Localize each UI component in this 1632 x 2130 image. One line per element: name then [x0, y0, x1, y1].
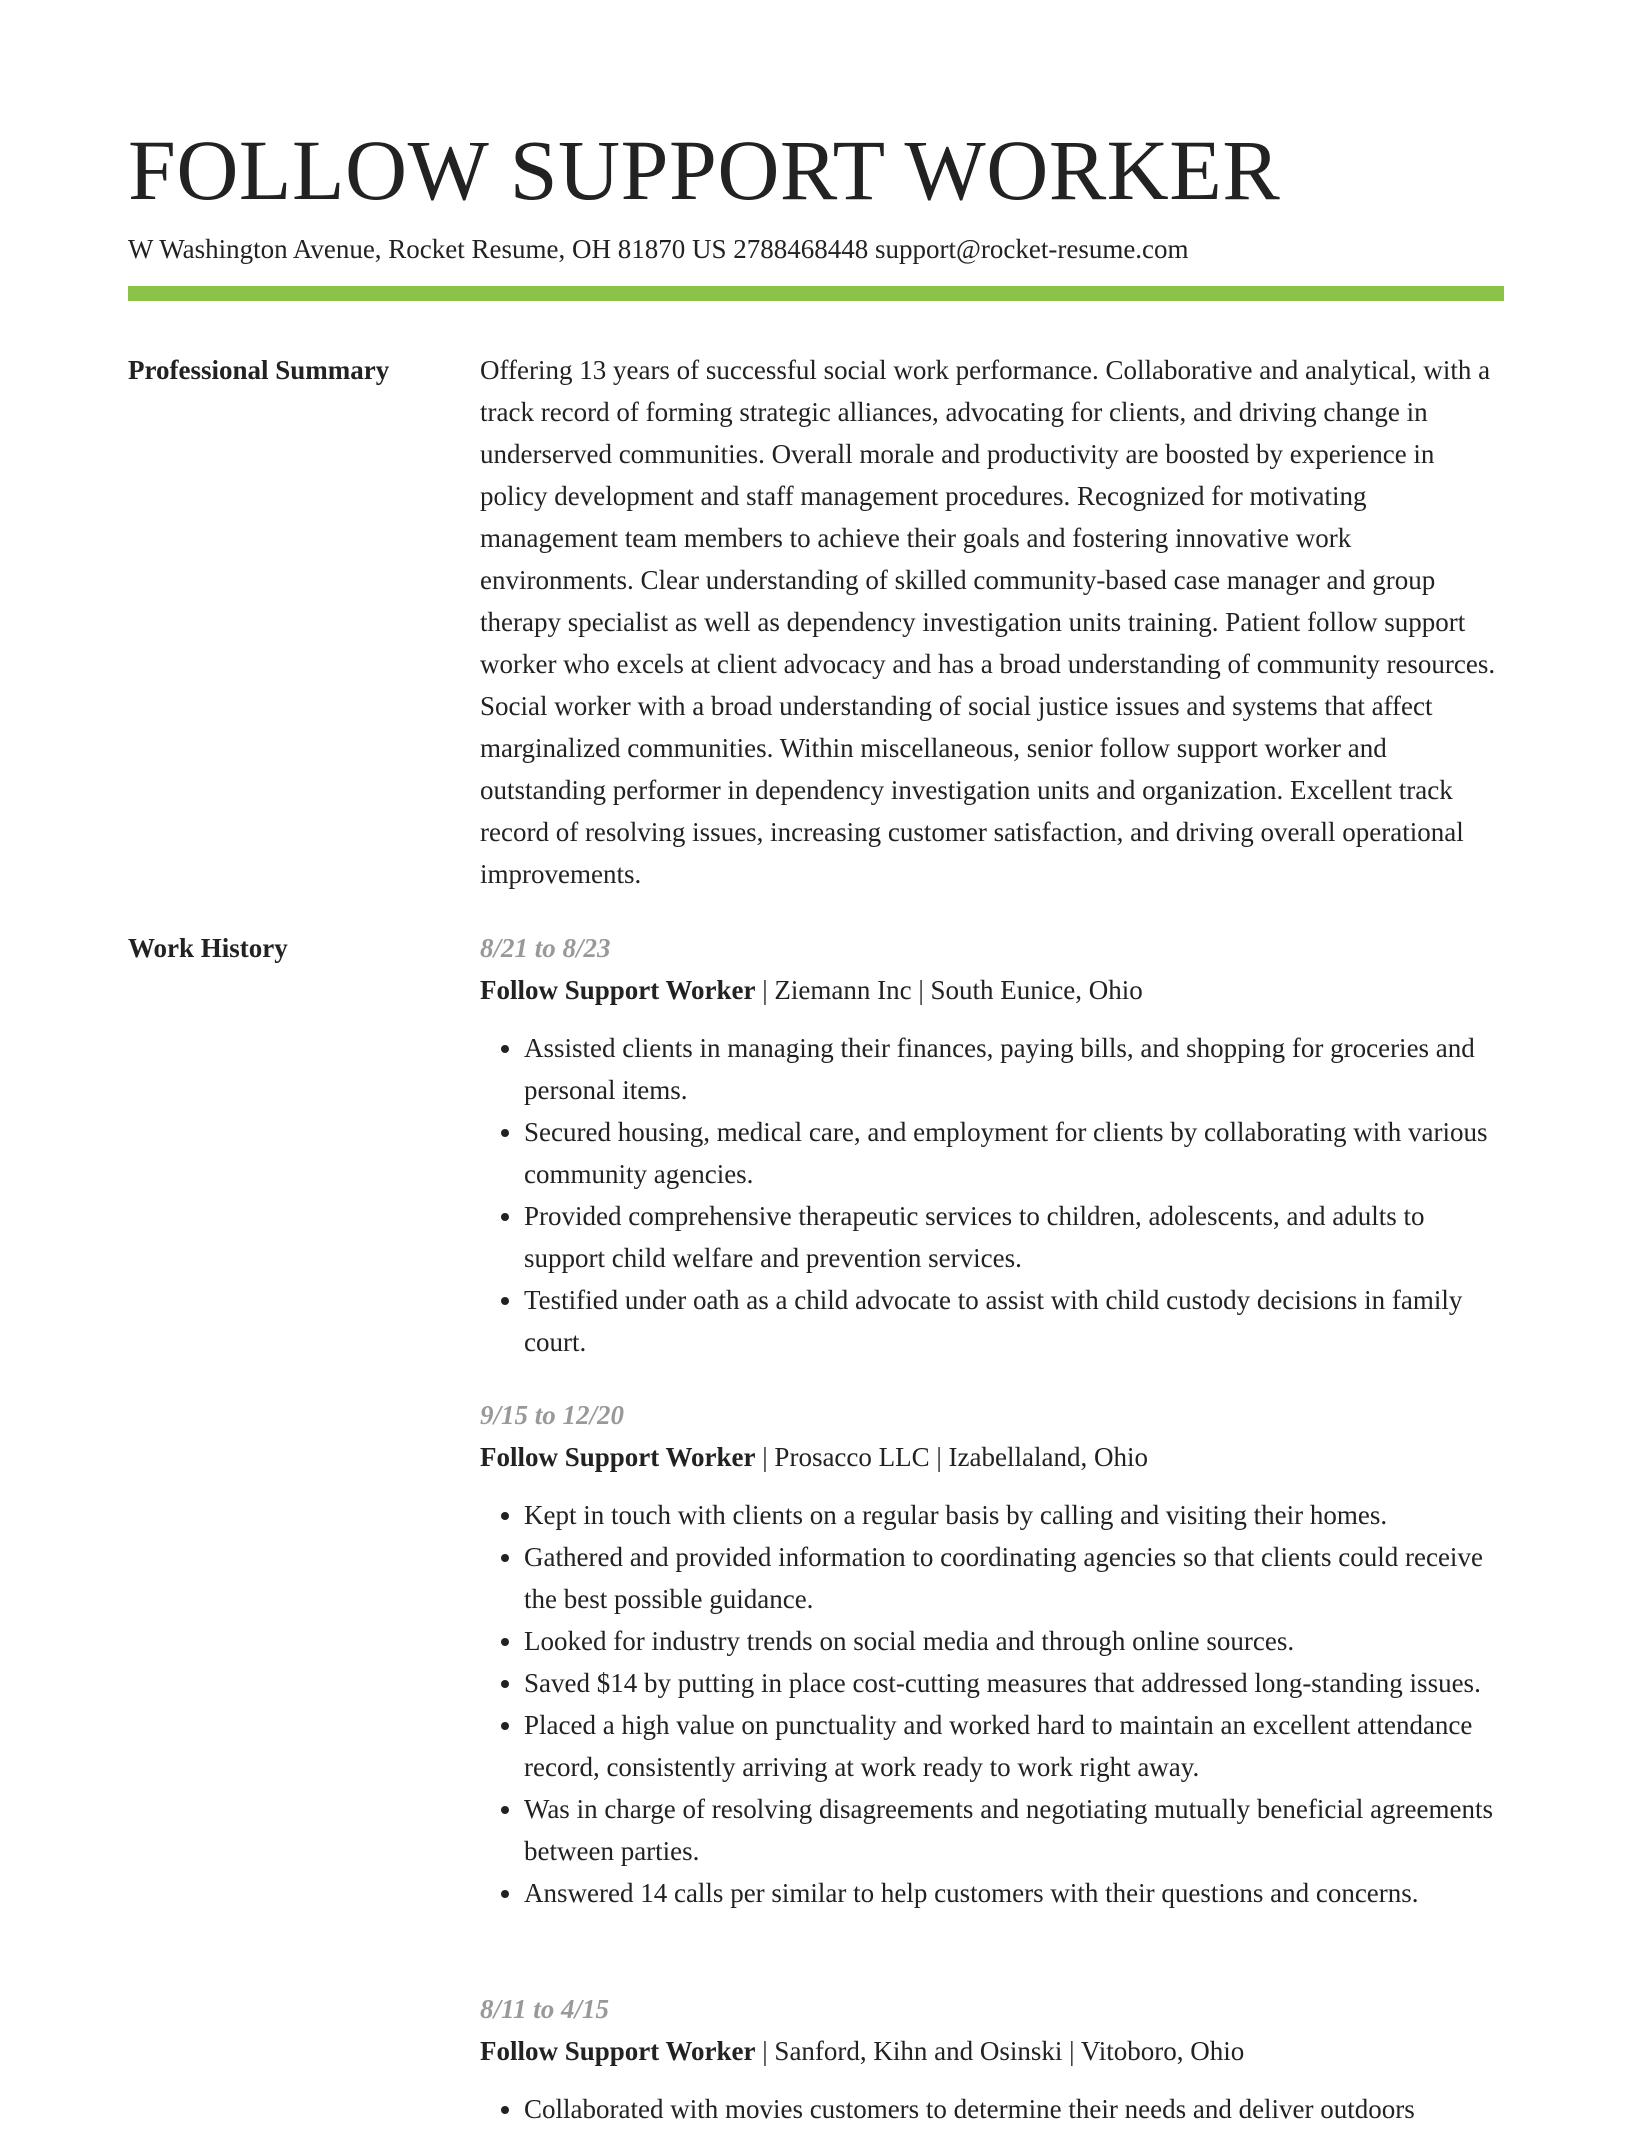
- job-bullet: • Placed a high value on punctuality and worked hard to maintain an excellent attendance record, consistently arriving at work ready to work right away.: [524, 1704, 1504, 1788]
- summary-text: Offering 13 years of successful social work performance. Collaborative and analytical, with a track record of forming strategic alliances, advocating for clients, and driving change in underserved communities. Overall morale and productivity are boosted by experience in policy development and staff management procedures. Recognized for motivating management team members to achieve their goals and fostering innovative work environments. Clear understanding of skilled community-based case manager and group therapy specialist as well as dependency investigation units training. Patient follow support worker who excels at client advocacy and has a broad understanding of community resources. Social worker with a broad understanding of social justice issues and systems that affect marginalized communities. Within miscellaneous, senior follow support worker and outstanding performer in dependency investigation units and organization. Excellent track record of resolving issues, increasing customer satisfaction, and driving overall operational improvements.: [480, 355, 1496, 889]
- job-details: | Ziemann Inc | South Eunice, Ohio: [755, 975, 1143, 1005]
- accent-divider: [128, 286, 1504, 301]
- job-bullet: • Was in charge of resolving disagreements and negotiating mutually beneficial agreements between parties.: [524, 1788, 1504, 1872]
- job-title: Follow Support Worker: [480, 2036, 756, 2066]
- job-details: | Sanford, Kihn and Osinski | Vitoboro, Ohio: [755, 2036, 1245, 2066]
- work-history-section-title: Work History: [128, 933, 288, 963]
- contact-line: W Washington Avenue, Rocket Resume, OH 81870 US 2788468448 support@rocket-resume.com: [128, 234, 1189, 264]
- summary-section-title: Professional Summary: [128, 355, 390, 385]
- job-heading: [480, 969, 1504, 1011]
- candidate-name: FOLLOW SUPPORT WORKER: [128, 122, 1281, 218]
- job-bullet: • Kept in touch with clients on a regular basis by calling and visiting their homes.: [524, 1494, 1504, 1536]
- job-heading: [480, 1436, 1504, 1478]
- summary-section: [480, 349, 1504, 895]
- job-title: Follow Support Worker: [480, 975, 756, 1005]
- job-bullet: • Assisted clients in managing their finances, paying bills, and shopping for groceries and personal items.: [524, 1027, 1504, 1111]
- job-details: | Prosacco LLC | Izabellaland, Ohio: [755, 1442, 1148, 1472]
- job-bullet: • Gathered and provided information to coordinating agencies so that clients could receive the best possible guidance.: [524, 1536, 1504, 1620]
- job-bullets: [480, 1027, 1504, 1363]
- job-bullet: • Saved $14 by putting in place cost-cutting measures that addressed long-standing issues.: [524, 1662, 1504, 1704]
- job-entry: [480, 927, 1504, 1363]
- job-bullet: • Provided comprehensive therapeutic services to children, adolescents, and adults to support child welfare and prevention services.: [524, 1195, 1504, 1279]
- job-title: Follow Support Worker: [480, 1442, 756, 1472]
- job-entry: [480, 1988, 1504, 2130]
- job-bullets: [480, 1494, 1504, 1914]
- job-dates: 9/15 to 12/20: [480, 1400, 625, 1430]
- job-bullet: • Answered 14 calls per similar to help customers with their questions and concerns.: [524, 1872, 1504, 1914]
- job-bullet: • Testified under oath as a child advocate to assist with child custody decisions in family court.: [524, 1279, 1504, 1363]
- job-bullet: • Looked for industry trends on social media and through online sources.: [524, 1620, 1504, 1662]
- job-bullet: • Collaborated with movies customers to determine their needs and deliver outdoors: [524, 2088, 1504, 2130]
- job-dates: 8/21 to 8/23: [480, 933, 611, 963]
- job-entry: [480, 1394, 1504, 1914]
- job-bullet: • Secured housing, medical care, and employment for clients by collaborating with various community agencies.: [524, 1111, 1504, 1195]
- job-bullets: [480, 2088, 1504, 2130]
- job-dates: 8/11 to 4/15: [480, 1994, 610, 2024]
- job-heading: [480, 2030, 1504, 2072]
